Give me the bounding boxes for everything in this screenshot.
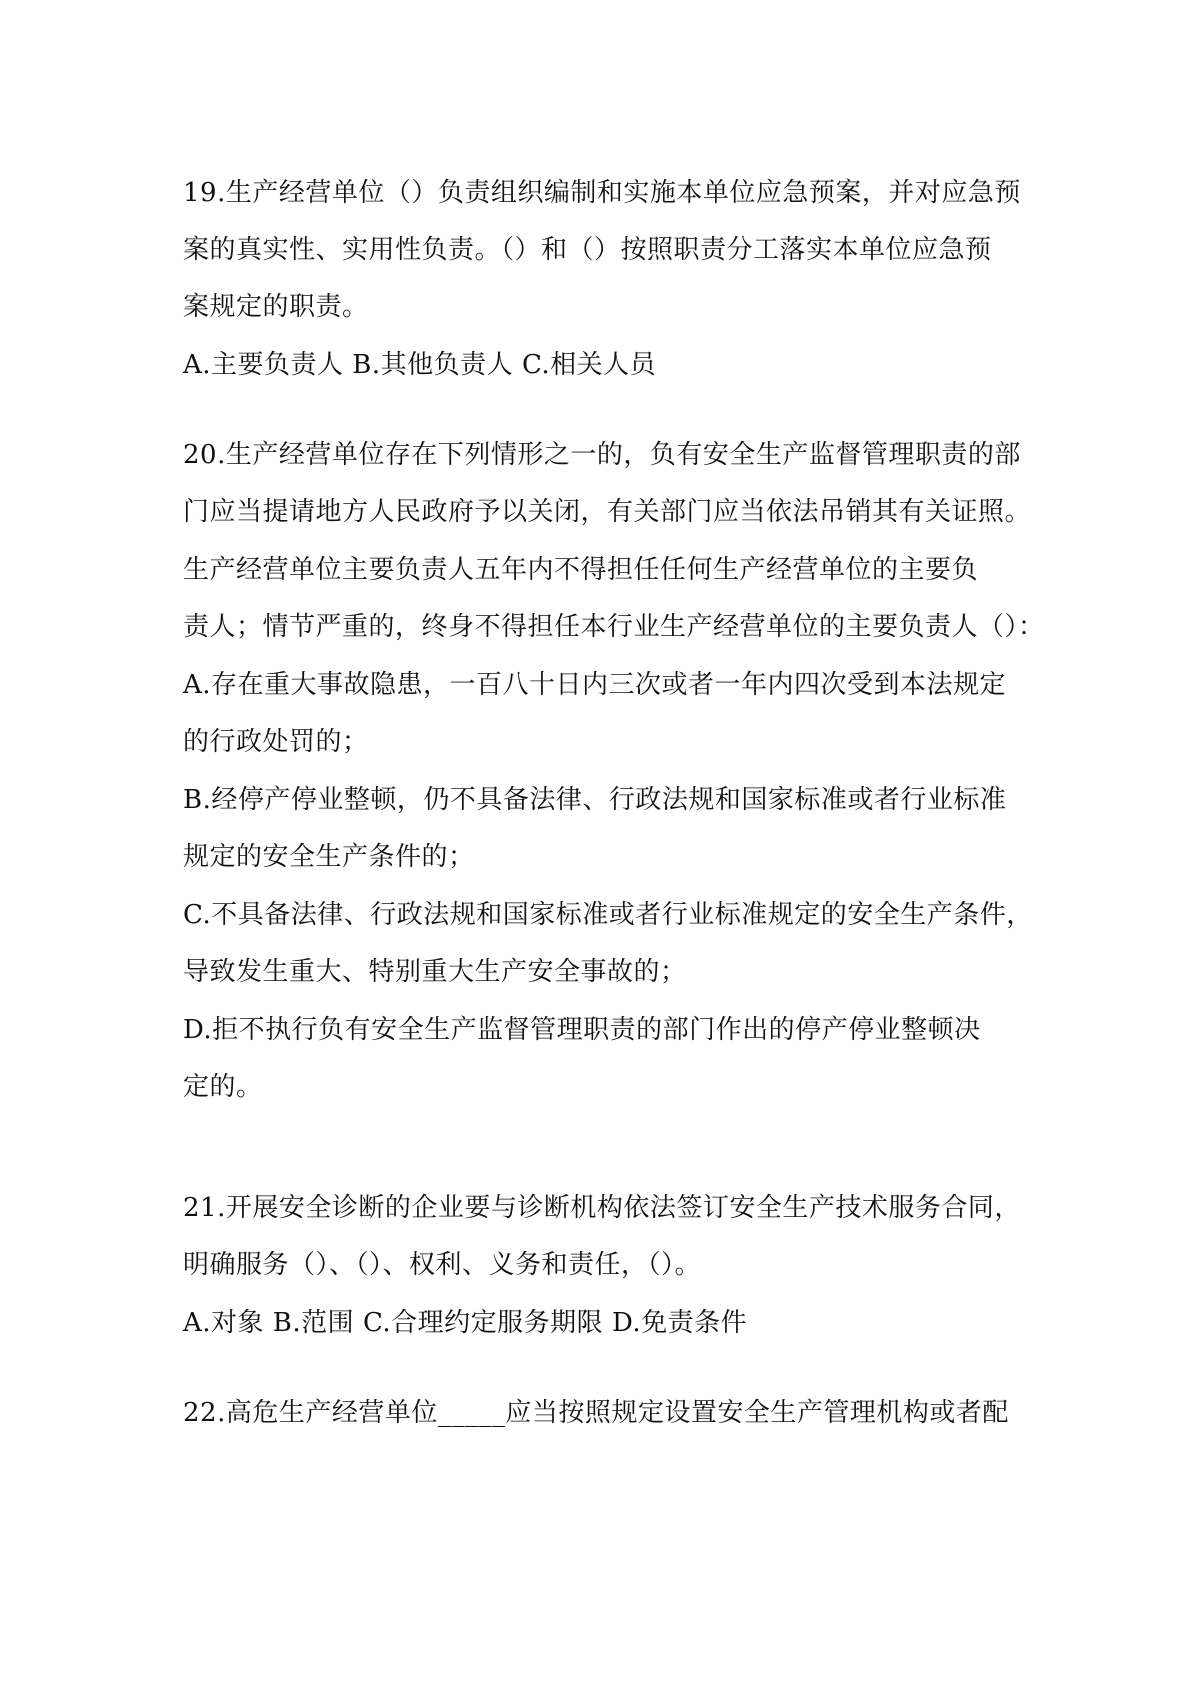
question-20-option-a-line-1: A.存在重大事故隐患，一百八十日内三次或者一年内四次受到本法规定 <box>183 670 1007 700</box>
question-20-line-1: 20.生产经营单位存在下列情形之一的，负有安全生产监督管理职责的部 <box>183 440 1021 470</box>
question-22-line-1: 22.高危生产经营单位_____应当按照规定设置安全生产管理机构或者配 <box>183 1398 1009 1428</box>
question-21-line-2: 明确服务（）、（）、权利、义务和责任，（）。 <box>183 1250 702 1280</box>
question-19-options: A.主要负责人 B.其他负责人 C.相关人员 <box>183 350 657 380</box>
question-21-line-1: 21.开展安全诊断的企业要与诊断机构依法签订安全生产技术服务合同， <box>183 1193 1021 1223</box>
question-20-option-a-line-2: 的行政处罚的； <box>183 727 369 757</box>
question-20-line-2: 门应当提请地方人民政府予以关闭，有关部门应当依法吊销其有关证照。 <box>183 497 1032 527</box>
question-19-line-2: 案的真实性、实用性负责。（）和（）按照职责分工落实本单位应急预 <box>183 235 992 265</box>
question-20-option-b-line-2: 规定的安全生产条件的； <box>183 842 475 872</box>
question-20-option-c-line-1: C.不具备法律、行政法规和国家标准或者行业标准规定的安全生产条件， <box>183 900 1033 930</box>
question-21-options: A.对象 B.范围 C.合理约定服务期限 D.免责条件 <box>183 1308 748 1338</box>
question-20-option-d-line-1: D.拒不执行负有安全生产监督管理职责的部门作出的停产停业整顿决 <box>183 1015 981 1045</box>
question-19-line-3: 案规定的职责。 <box>183 292 369 322</box>
question-19-line-1: 19.生产经营单位（）负责组织编制和实施本单位应急预案，并对应急预 <box>183 178 1021 208</box>
question-20-line-4: 责人；情节严重的，终身不得担任本行业生产经营单位的主要负责人（）： <box>183 612 1045 642</box>
question-20-option-d-line-2: 定的。 <box>183 1072 263 1102</box>
question-20-option-b-line-1: B.经停产停业整顿，仍不具备法律、行政法规和国家标准或者行业标准 <box>183 785 1007 815</box>
question-20-line-3: 生产经营单位主要负责人五年内不得担任任何生产经营单位的主要负 <box>183 555 979 585</box>
question-20-option-c-line-2: 导致发生重大、特别重大生产安全事故的； <box>183 957 687 987</box>
